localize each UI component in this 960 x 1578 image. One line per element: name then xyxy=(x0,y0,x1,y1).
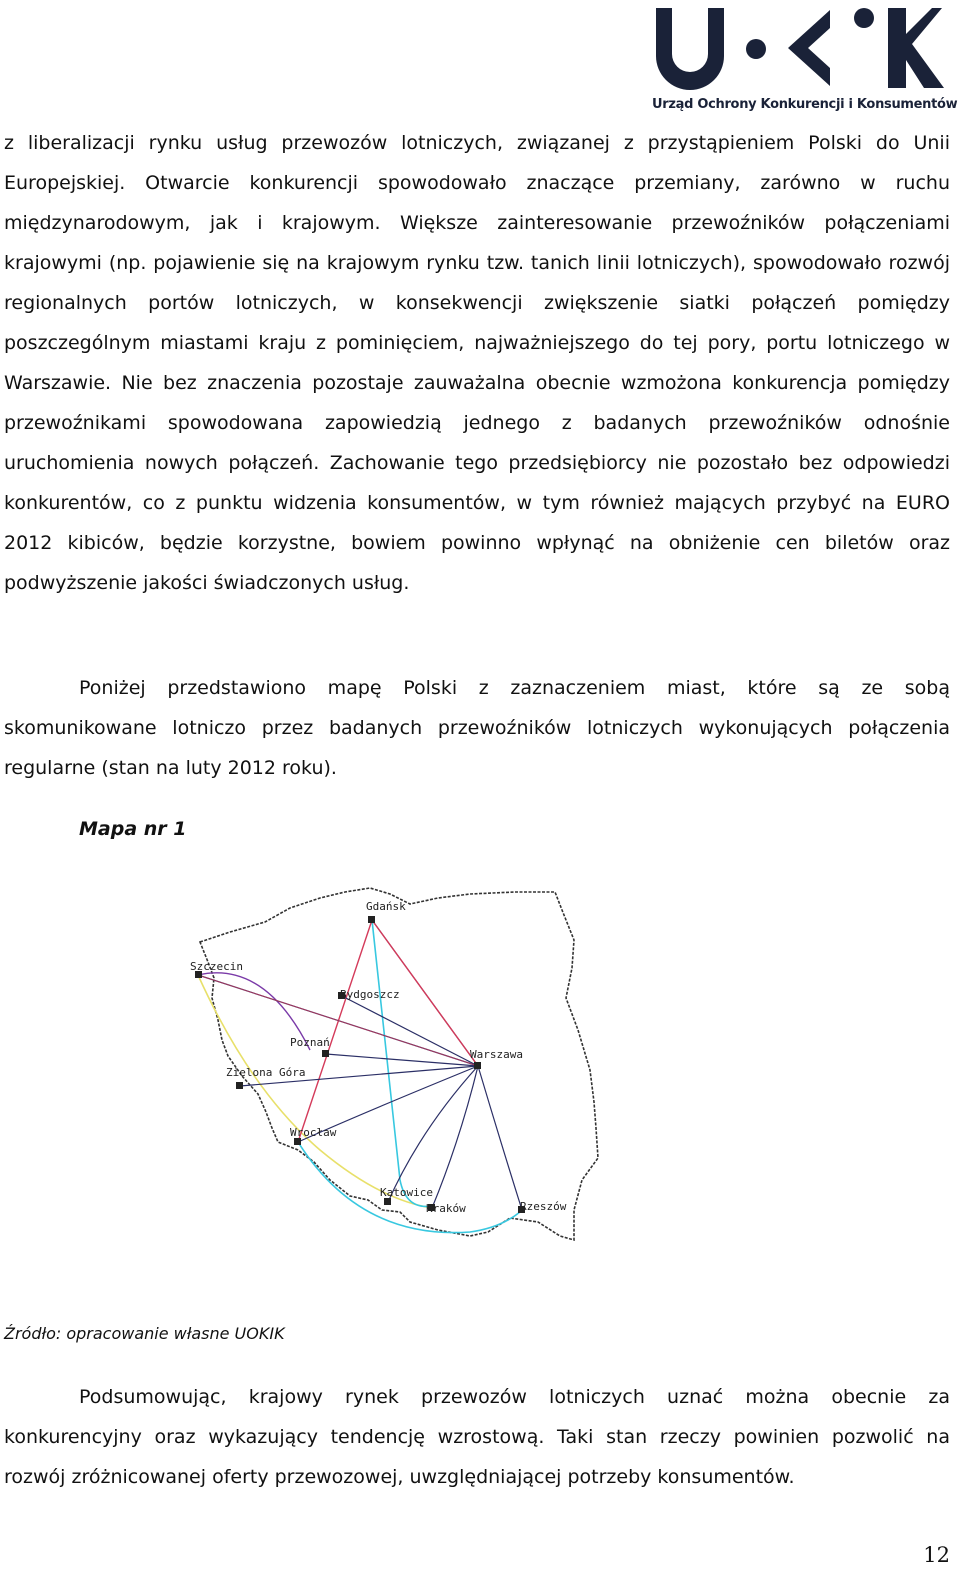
city-marker-wroclaw xyxy=(294,1138,301,1145)
route-szczecin-warszawa-red xyxy=(198,975,478,1066)
city-marker-warszawa xyxy=(474,1062,481,1069)
poland-flight-map xyxy=(170,880,610,1290)
route-warszawa-rzeszow-curve xyxy=(478,1066,522,1210)
route-warszawa-bydgoszcz xyxy=(342,996,478,1066)
city-label-warszawa: Warszawa xyxy=(470,1048,523,1061)
map-source: Źródło: opracowanie własne UOKIK xyxy=(4,1324,285,1343)
city-label-bydgoszcz: Bydgoszcz xyxy=(340,988,400,1001)
city-label-szczecin: Szczecin xyxy=(190,960,243,973)
city-label-gdansk: Gdańsk xyxy=(366,900,406,913)
city-label-wroclaw: Wrocław xyxy=(290,1126,337,1139)
city-marker-katowice xyxy=(384,1198,391,1205)
city-marker-poznan xyxy=(322,1050,329,1057)
route-gdansk-krakow-cyan xyxy=(372,920,432,1206)
city-marker-gdansk xyxy=(368,916,375,923)
city-label-poznan: Poznań xyxy=(290,1036,330,1049)
paragraph-liberalization: z liberalizacji rynku usług przewozów lotniczych, związanej z przystąpieniem Polski do Unii Europejskiej. Otwarcie konkurencji spowodowało znaczące przemiany, zarówno w ruchu międzynarodowym, jak i krajowym. Większe zainteresowanie przewoźników połączeniami krajowymi (np. pojawienie się na krajowym rynku tzw. tanich linii lotniczych), spowodowało rozwój regionalnych portów lotniczych, w konsekwencji zwiększenie siatki połączeń pomiędzy poszczególnym miastami kraju z pominięciem, najważniejszego do tej pory, portu lotniczego w Warszawie. Nie bez znaczenia pozostaje zauważalna obecnie wzmożona konkurencja pomiędzy przewoźnikami spowodowana zapowiedzią jednego z badanych przewoźników odnośnie uruchomienia nowych połączeń. Zachowanie tego przedsiębiorcy nie pozostało bez odpowiedzi konkurentów, co z punktu widzenia konsumentów, w tym również mających przybyć na EURO 2012 kibiców, będzie korzystne, bowiem powinno wpłynąć na obniżenie cen biletów oraz podwyższenie jakości świadczonych usług. xyxy=(4,132,950,594)
page-number: 12 xyxy=(923,1543,950,1567)
city-label-rzeszow: Rzeszów xyxy=(520,1200,567,1213)
logo-caption: Urząd Ochrony Konkurencji i Konsumentów xyxy=(652,97,958,112)
city-label-zielona-gora: Zielona Góra xyxy=(226,1066,306,1079)
city-marker-zielona-gora xyxy=(236,1082,243,1089)
paragraph-summary: Podsumowując, krajowy rynek przewozów lotniczych uznać można obecnie za konkurencyjny oraz wykazujący tendencję wzrostową. Taki stan rzeczy powinien pozwolić na rozwój zróżnicowanej oferty przewozowej, uwzględniającej potrzeby konsumentów. xyxy=(4,1386,950,1488)
route-gdansk-wroclaw-red xyxy=(298,920,372,1142)
route-warszawa-katowice-curve xyxy=(388,1066,478,1202)
route-warszawa-krakow-curve xyxy=(432,1066,478,1208)
route-warszawa-poznan xyxy=(326,1054,478,1066)
city-label-krakow: Kraków xyxy=(426,1202,466,1215)
city-label-katowice: Katowice xyxy=(380,1186,433,1199)
map-title: Mapa nr 1 xyxy=(79,818,187,840)
uokik-logo-mark xyxy=(652,4,944,99)
paragraph-map-intro: Poniżej przedstawiono mapę Polski z zaznaczeniem miast, które są ze sobą skomunikowane lotniczo przez badanych przewoźników lotniczych wykonujących połączenia regularne (stan na luty 2012 roku). xyxy=(4,677,950,779)
